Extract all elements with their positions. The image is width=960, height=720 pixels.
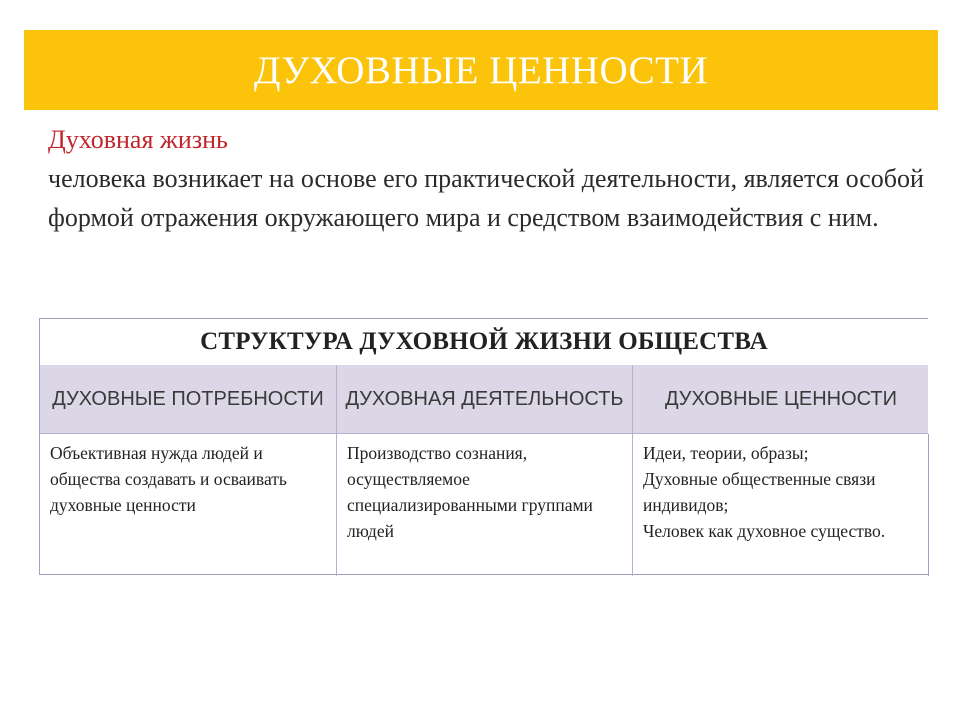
header-needs: ДУХОВНЫЕ ПОТРЕБНОСТИ — [52, 388, 324, 410]
structure-title: СТРУКТУРА ДУХОВНОЙ ЖИЗНИ ОБЩЕСТВА — [200, 328, 768, 355]
cell-values-line-2: Духовные общественные связи индивидов; — [643, 469, 876, 515]
intro-paragraph — [48, 120, 928, 237]
cell-activity-text: Производство сознания, осуществляемое специализированными группами людей — [347, 443, 593, 541]
cell-values — [632, 434, 929, 576]
cell-needs-text: Объективная нужда людей и общества создавать и осваивать духовные ценности — [50, 443, 287, 515]
header-values: ДУХОВНЫЕ ЦЕННОСТИ — [632, 365, 929, 433]
table-header-row — [40, 365, 928, 433]
cell-values-line-1: Идеи, теории, образы; — [643, 443, 809, 463]
cell-activity — [336, 434, 632, 576]
intro-lead: Духовная жизнь — [48, 125, 228, 154]
header-activity: ДУХОВНАЯ ДЕЯТЕЛЬНОСТЬ — [336, 365, 632, 433]
intro-text: человека возникает на основе его практической деятельности, является особой формой отражения окружающего мира и средством взаимодействия с ним. — [48, 164, 924, 232]
cell-needs — [40, 434, 336, 576]
title-bar — [24, 30, 938, 110]
cell-values-line-3: Человек как духовное существо. — [643, 521, 886, 541]
table-body-row — [40, 433, 928, 576]
slide-title: ДУХОВНЫЕ ЦЕННОСТИ — [253, 48, 709, 92]
structure-table — [39, 318, 928, 575]
